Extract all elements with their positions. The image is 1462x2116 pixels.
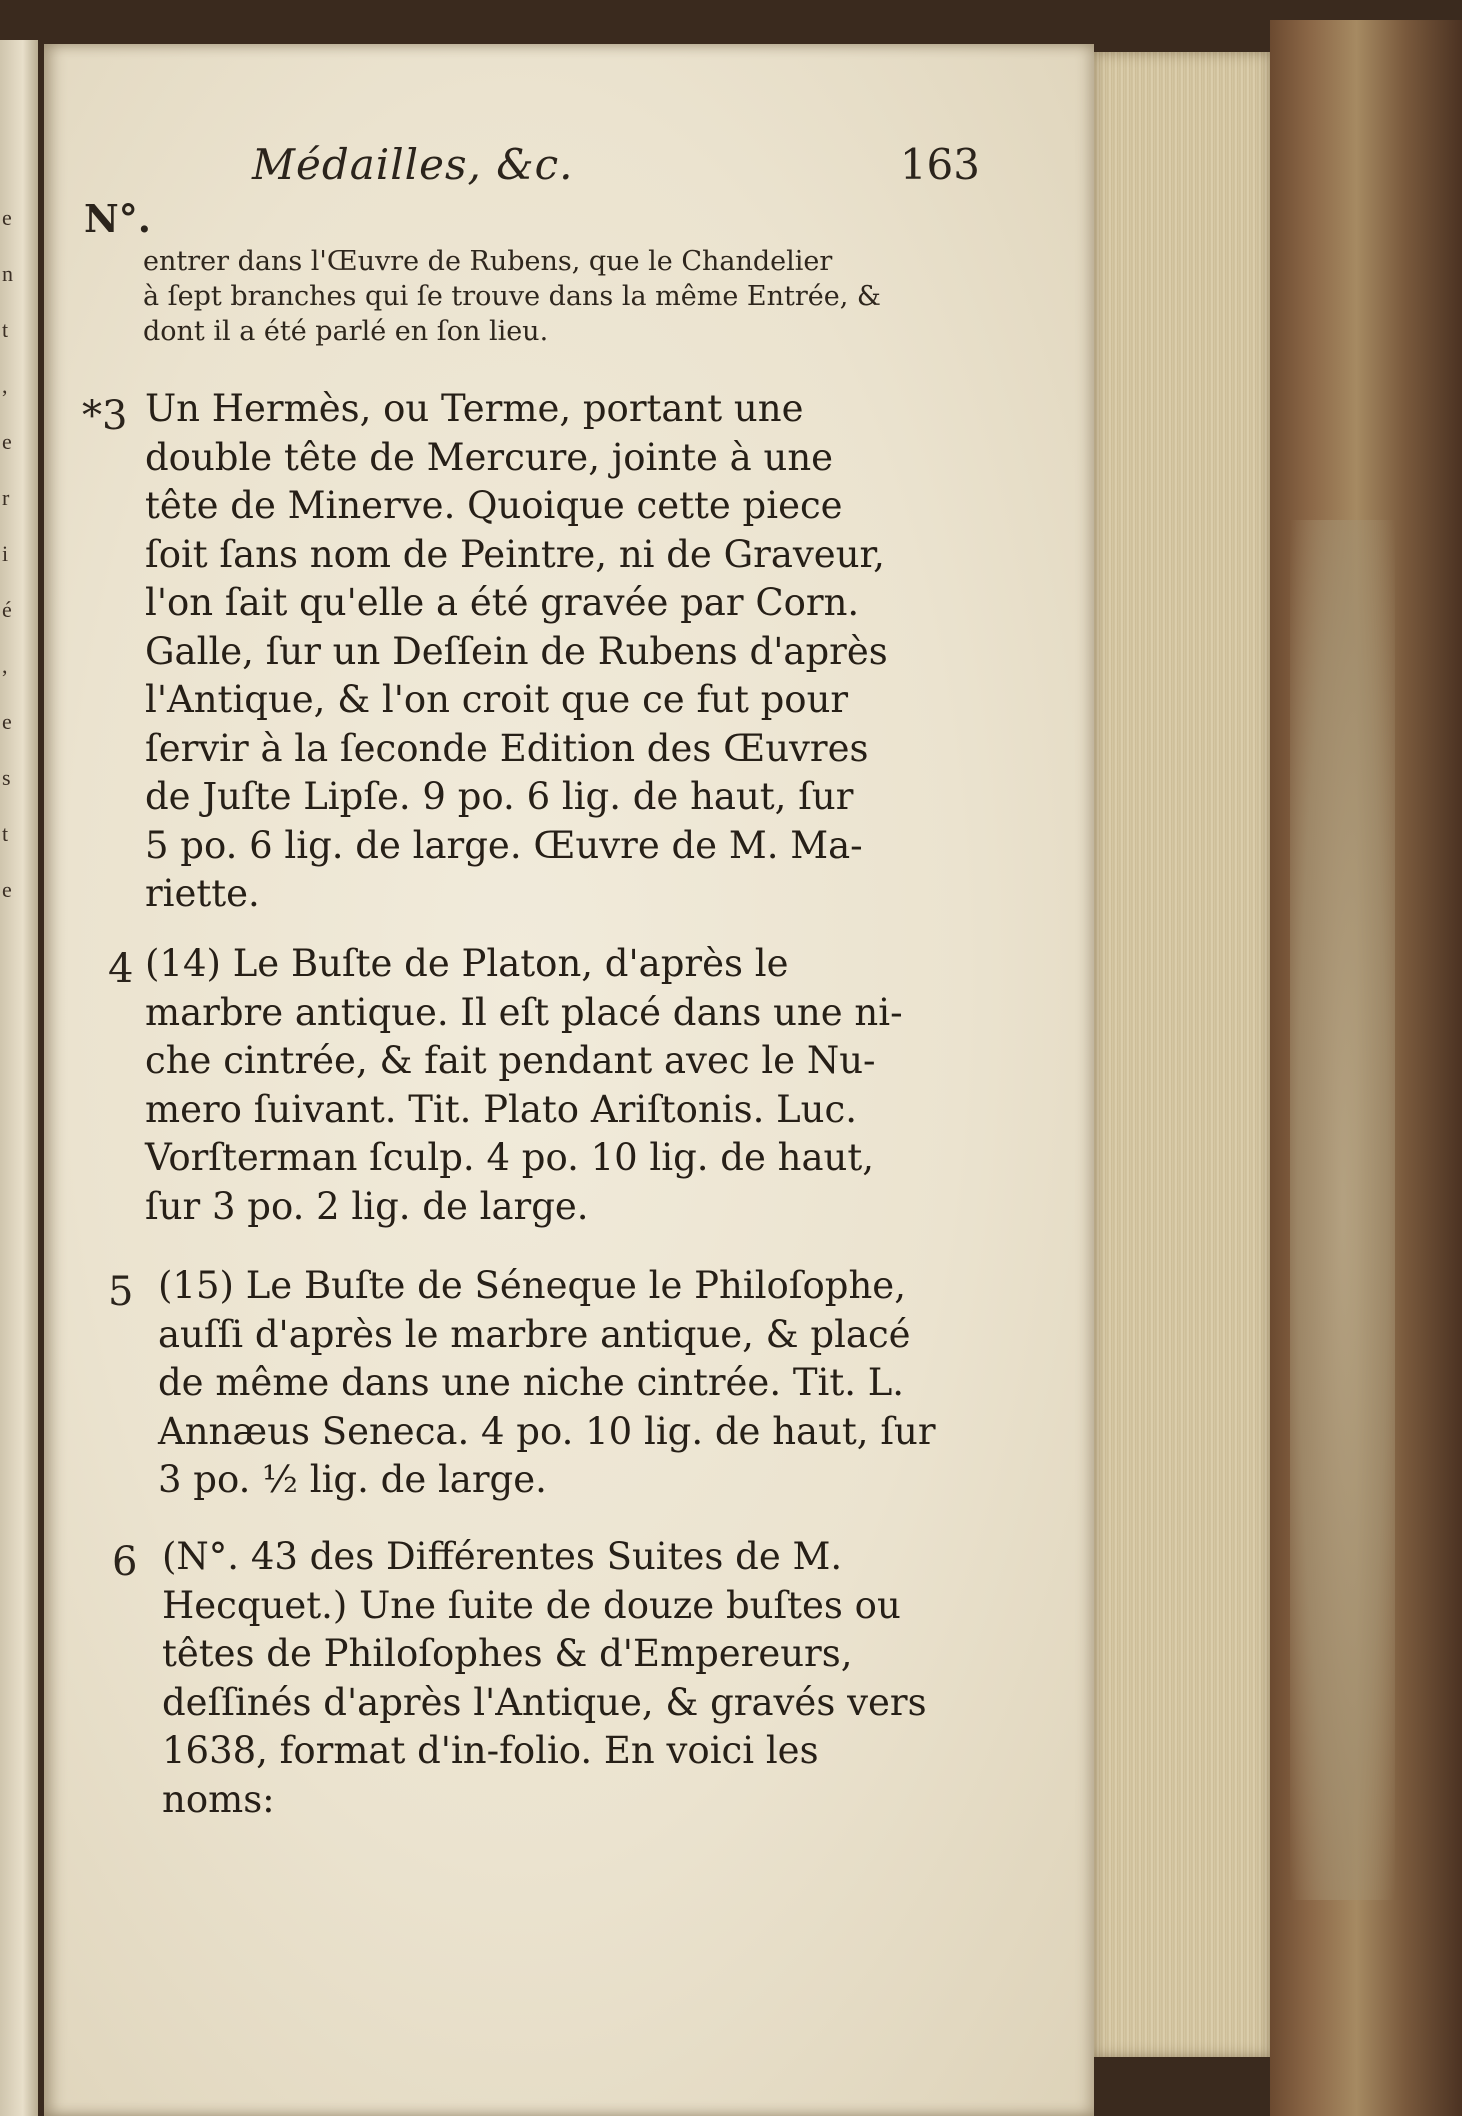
- page-number: 163: [899, 140, 980, 189]
- entry-line: ſur 3 po. 2 lig. de large.: [145, 1184, 589, 1228]
- page-header: [200, 140, 980, 200]
- entry-paragraph: [145, 385, 945, 919]
- entry-paragraph: [158, 1262, 958, 1505]
- entry-number: 4: [108, 946, 134, 992]
- continuation-line: entrer dans l'Œuvre de Rubens, que le Chandelier: [143, 246, 833, 277]
- entry-line: ſervir à la ſeconde Edition des Œuvres: [145, 726, 869, 770]
- entry-line: deſſinés d'après l'Antique, & gravés vers: [162, 1680, 927, 1724]
- entry-line: tête de Minerve. Quoique cette piece: [145, 484, 843, 527]
- left-page-fragment: n: [2, 261, 13, 286]
- left-page-fragment: s: [2, 765, 11, 790]
- left-page-fragment: e: [2, 877, 12, 902]
- entry-line: (15) Le Buſte de Séneque le Philoſophe,: [158, 1264, 906, 1307]
- entry-line: marbre antique. Il eſt placé dans une ni-: [145, 990, 903, 1034]
- entry-number: 6: [112, 1539, 138, 1585]
- left-page-fragment: é: [2, 597, 12, 622]
- entry-line: riette.: [145, 872, 260, 915]
- entry-line: Un Hermès, ou Terme, portant une: [145, 387, 804, 430]
- left-page-edge: [0, 40, 38, 2116]
- left-page-fragment: t: [2, 821, 9, 846]
- left-page-fragments: [2, 190, 32, 918]
- entry-line: Galle, ſur un Deſſein de Rubens d'après: [145, 629, 888, 673]
- entry-line: 5 po. 6 lig. de large. Œuvre de M. Ma-: [145, 823, 863, 867]
- left-page-fragment: e: [2, 429, 12, 454]
- entry-line: auſſi d'après le marbre antique, & placé: [158, 1312, 911, 1356]
- entry-paragraph: [145, 940, 945, 1231]
- continuation-line: dont il a été parlé en ſon lieu.: [143, 316, 549, 347]
- entry-line: 3 po. ½ lig. de large.: [158, 1458, 547, 1501]
- left-page-fragment: r: [2, 485, 10, 510]
- entry-line: de Juſte Lipſe. 9 po. 6 lig. de haut, ſur: [145, 775, 854, 818]
- entry-line: double tête de Mercure, jointe à une: [145, 435, 834, 479]
- left-page-fragment: i: [2, 541, 9, 566]
- entry-paragraph: [162, 1533, 962, 1824]
- entry-line: noms:: [162, 1777, 275, 1821]
- left-page-fragment: e: [2, 709, 12, 734]
- entry-line: che cintrée, & fait pendant avec le Nu-: [145, 1039, 876, 1082]
- entry-line: (N°. 43 des Différentes Suites de M.: [162, 1535, 843, 1578]
- continuation-paragraph: [143, 244, 953, 349]
- entry-line: Annæus Seneca. 4 po. 10 lig. de haut, ſur: [158, 1409, 936, 1453]
- entry-line: Hecquet.) Une ſuite de douze buſtes ou: [162, 1583, 901, 1627]
- left-page-fragment: ,: [2, 373, 8, 398]
- entry-line: ſoit ſans nom de Peintre, ni de Graveur,: [145, 532, 885, 576]
- entry-number: *3: [82, 393, 128, 439]
- entry-line: l'on ſait qu'elle a été gravée par Corn.: [145, 581, 860, 624]
- entry-line: têtes de Philoſophes & d'Empereurs,: [162, 1632, 853, 1675]
- left-page-fragment: ,: [2, 653, 8, 678]
- entry-number: 5: [108, 1269, 134, 1315]
- number-column-heading: N°.: [84, 196, 151, 241]
- page-block-edges: [1094, 52, 1270, 2057]
- entry-line: Vorſterman ſculp. 4 po. 10 lig. de haut,: [145, 1136, 874, 1179]
- cover-wear: [1290, 520, 1395, 1900]
- entry-line: 1638, format d'in-folio. En voici les: [162, 1729, 819, 1772]
- running-title: Médailles, &c.: [252, 140, 574, 189]
- left-page-fragment: e: [2, 205, 12, 230]
- continuation-line: à ſept branches qui ſe trouve dans la même Entrée, &: [143, 281, 881, 312]
- entry-line: de même dans une niche cintrée. Tit. L.: [158, 1361, 905, 1404]
- entry-line: mero ſuivant. Tit. Plato Ariſtonis. Luc.: [145, 1087, 857, 1131]
- entry-line: (14) Le Buſte de Platon, d'après le: [145, 942, 789, 985]
- entry-line: l'Antique, & l'on croit que ce fut pour: [145, 678, 849, 721]
- left-page-fragment: t: [2, 317, 9, 342]
